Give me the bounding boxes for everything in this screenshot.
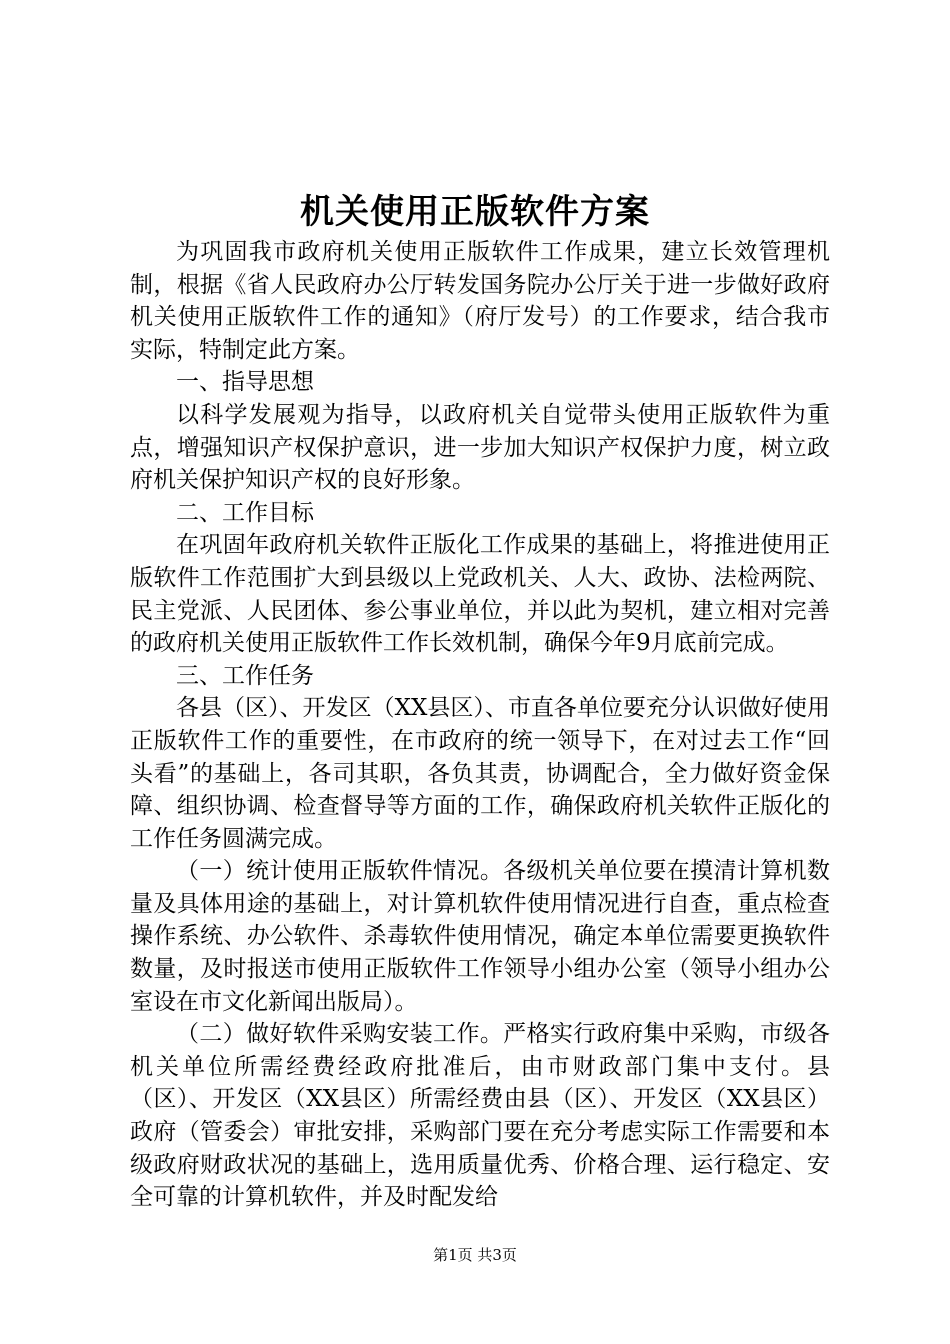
paragraph-guiding-thought: 以科学发展观为指导，以政府机关自觉带头使用正版软件为重点，增强知识产权保护意识，进一步加大知识产权保护力度，树立政府机关保护知识产权的良好形象。 — [130, 401, 830, 494]
section-heading-1: 一、指导思想 — [176, 369, 314, 396]
document-title: 机关使用正版软件方案 — [300, 192, 650, 232]
section-heading-3: 三、工作任务 — [176, 662, 314, 689]
paragraph-work-goal: 在巩固年政府机关软件正版化工作成果的基础上，将推进使用正版软件工作范围扩大到县级以上党政机关、人大、政协、法检两院、民主党派、人民团体、参公事业单位，并以此为契机，建立相对完善的政府机关使用正版软件工作长效机制，确保今年9月底前完成。 — [130, 532, 830, 657]
section-heading-2: 二、工作目标 — [176, 499, 314, 526]
document-body — [130, 236, 830, 1214]
paragraph-work-task: 各县（区）、开发区（XX县区）、市直各单位要充分认识做好使用正版软件工作的重要性，在市政府的统一领导下，在对过去工作“回头看”的基础上，各司其职，各负其责，协调配合，全力做好资金保障、组织协调、检查督导等方面的工作，确保政府机关软件正版化的工作任务圆满完成。 — [130, 695, 830, 852]
paragraph-intro: 为巩固我市政府机关使用正版软件工作成果，建立长效管理机制，根据《省人民政府办公厅转发国务院办公厅关于进一步做好政府机关使用正版软件工作的通知》（府厅发号）的工作要求，结合我市实际，特制定此方案。 — [130, 239, 830, 363]
page-footer: 第1页 共3页 — [433, 1246, 517, 1264]
paragraph-task-2: （二）做好软件采购安装工作。严格实行政府集中采购，市级各机关单位所需经费经政府批准后，由市财政部门集中支付。县（区）、开发区（XX县区）所需经费由县（区）、开发区（XX县区）政府（管委会）审批安排，采购部门要在充分考虑实际工作需要和本级政府财政状况的基础上，选用质量优秀、价格合理、运行稳定、安全可靠的计算机软件，并及时配发给 — [130, 1021, 830, 1211]
paragraph-task-1: （一）统计使用正版软件情况。各级机关单位要在摸清计算机数量及具体用途的基础上，对计算机软件使用情况进行自查，重点检查操作系统、办公软件、杀毒软件使用情况，确定本单位需要更换软件数量，及时报送市使用正版软件工作领导小组办公室（领导小组办公室设在市文化新闻出版局）。 — [130, 858, 830, 1015]
